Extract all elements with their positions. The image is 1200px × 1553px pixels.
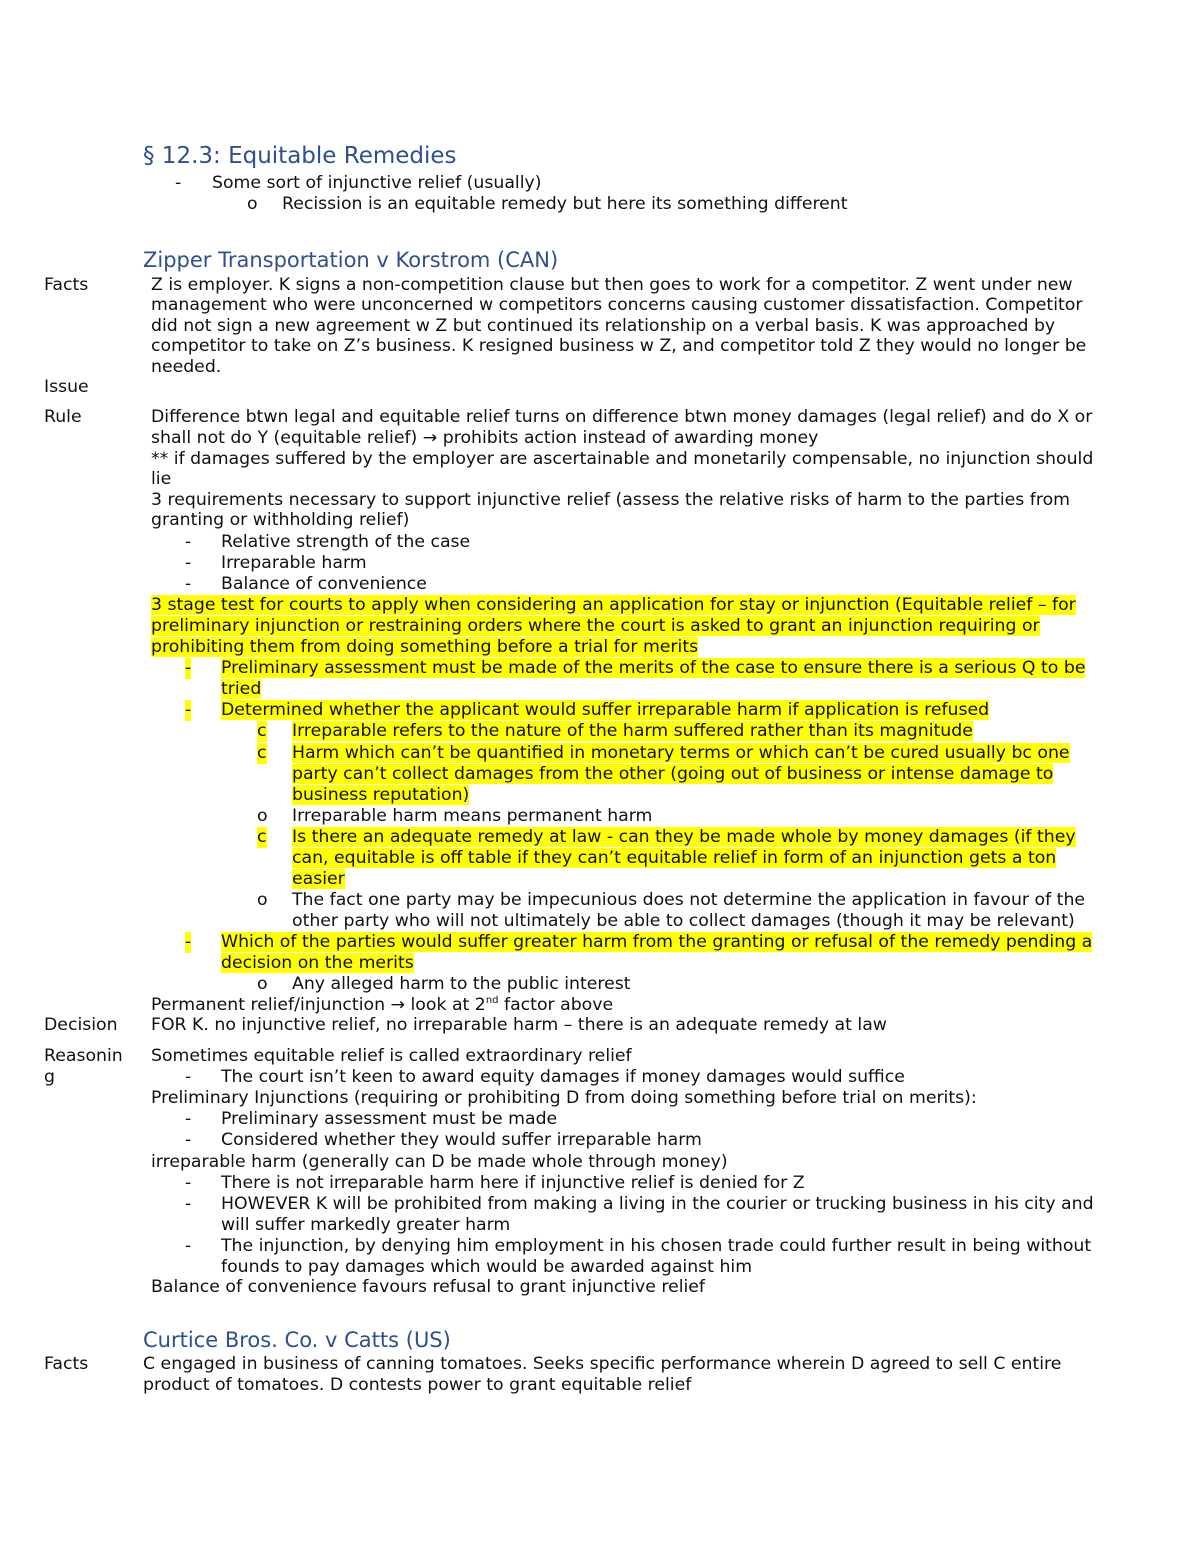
label-facts: Facts bbox=[44, 1354, 89, 1374]
bullet-dash: - bbox=[185, 1109, 192, 1129]
facts-line: management who were unconcerned w competitors concerns causing customer dissatisfaction. Competitor bbox=[151, 295, 1083, 315]
highlighted-text: party can’t collect damages from the other (going out of business or intense damage to bbox=[292, 764, 1054, 784]
highlighted-text: preliminary injunction or restraining orders where the court is asked to grant an injunction requiring or bbox=[151, 616, 1040, 636]
highlighted-text: Which of the parties would suffer greater harm from the granting or refusal of the remedy pending a bbox=[221, 932, 1093, 952]
bullet-c: c bbox=[257, 743, 267, 763]
rule-line: 3 requirements necessary to support injunctive relief (assess the relative risks of harm to the parties from bbox=[151, 490, 1071, 510]
reasoning-line: irreparable harm (generally can D be made whole through money) bbox=[151, 1152, 728, 1172]
facts-line: product of tomatoes. D contests power to grant equitable relief bbox=[143, 1375, 692, 1395]
highlighted-text: 3 stage test for courts to apply when considering an application for stay or injunction (Equitable relief – for bbox=[151, 595, 1076, 615]
bullet-o: o bbox=[247, 194, 258, 214]
bullet-dash: - bbox=[185, 532, 192, 552]
reasoning-item: Considered whether they would suffer irreparable harm bbox=[221, 1130, 702, 1150]
highlighted-text: Irreparable refers to the nature of the harm suffered rather than its magnitude bbox=[292, 721, 973, 741]
facts-line: C engaged in business of canning tomatoes. Seeks specific performance wherein D agreed to sell C entire bbox=[143, 1354, 1062, 1374]
highlighted-text: prohibiting them from doing something before a trial for merits bbox=[151, 637, 699, 657]
bullet-dash: - bbox=[185, 1067, 192, 1087]
rule-sub-item: The fact one party may be impecunious does not determine the application in favour of the bbox=[292, 890, 1086, 910]
highlighted-text: Preliminary assessment must be made of the merits of the case to ensure there is a serious Q to be bbox=[221, 658, 1086, 678]
reasoning-line: Balance of convenience favours refusal to grant injunctive relief bbox=[151, 1277, 706, 1297]
reasoning-item: The injunction, by denying him employment in his chosen trade could further result in being without bbox=[221, 1236, 1092, 1256]
permanent-relief-line: Permanent relief/injunction → look at 2nd factor above bbox=[151, 995, 614, 1015]
bullet-dash: - bbox=[185, 553, 192, 573]
reasoning-item: will suffer markedly greater harm bbox=[221, 1215, 511, 1235]
reasoning-item: There is not irreparable harm here if injunctive relief is denied for Z bbox=[221, 1173, 805, 1193]
rule-line: shall not do Y (equitable relief) → prohibits action instead of awarding money bbox=[151, 428, 819, 448]
rule-line: granting or withholding relief) bbox=[151, 510, 410, 530]
decision-text: FOR K. no injunctive relief, no irreparable harm – there is an adequate remedy at law bbox=[151, 1015, 887, 1035]
reasoning-line: Sometimes equitable relief is called extraordinary relief bbox=[151, 1046, 632, 1066]
facts-line: competitor to take on Z’s business. K resigned business w Z, and competitor told Z they would no longer be bbox=[151, 336, 1087, 356]
bullet-dash: - bbox=[185, 574, 192, 594]
bullet-o: o bbox=[257, 974, 268, 994]
label-issue: Issue bbox=[44, 377, 89, 397]
label-decision: Decision bbox=[44, 1015, 118, 1035]
rule-sub-item: Irreparable harm means permanent harm bbox=[292, 806, 653, 826]
bullet-dash: - bbox=[185, 1236, 192, 1256]
rule-sub-item: Any alleged harm to the public interest bbox=[292, 974, 631, 994]
bullet-dash: - bbox=[185, 1194, 192, 1214]
facts-line: did not sign a new agreement w Z but continued its relationship on a verbal basis. K was approached by bbox=[151, 316, 1056, 336]
highlighted-text: Is there an adequate remedy at law - can they be made whole by money damages (if they bbox=[292, 827, 1076, 847]
reasoning-item: The court isn’t keen to award equity damages if money damages would suffice bbox=[221, 1067, 905, 1087]
section-title: § 12.3: Equitable Remedies bbox=[143, 143, 457, 169]
rule-line: ** if damages suffered by the employer are ascertainable and monetarily compensable, no injunction should bbox=[151, 449, 1094, 469]
reasoning-item: Preliminary assessment must be made bbox=[221, 1109, 558, 1129]
highlighted-text: Harm which can’t be quantified in monetary terms or which can’t be cured usually bc one bbox=[292, 743, 1070, 763]
rule-line: lie bbox=[151, 469, 172, 489]
bullet-dash: - bbox=[185, 932, 192, 952]
bullet-o: o bbox=[257, 806, 268, 826]
highlighted-text: business reputation) bbox=[292, 785, 470, 805]
requirement-item: Relative strength of the case bbox=[221, 532, 471, 552]
rule-line: Difference btwn legal and equitable relief turns on difference btwn money damages (legal relief) and do X or bbox=[151, 407, 1093, 427]
bullet-dash: - bbox=[185, 1173, 192, 1193]
facts-line: Z is employer. K signs a non-competition clause but then goes to work for a competitor. Z went under new bbox=[151, 275, 1073, 295]
highlighted-text: can, equitable is off table if they can’t equitable relief in form of an injunction gets a ton bbox=[292, 848, 1057, 868]
label-facts: Facts bbox=[44, 275, 89, 295]
highlighted-text: Determined whether the applicant would suffer irreparable harm if application is refused bbox=[221, 700, 990, 720]
requirement-item: Irreparable harm bbox=[221, 553, 367, 573]
reasoning-item: founds to pay damages which would be awarded against him bbox=[221, 1257, 753, 1277]
rule-sub-item: other party who will not ultimately be able to collect damages (though it may be relevant) bbox=[292, 911, 1075, 931]
section-bullet: Some sort of injunctive relief (usually) bbox=[212, 173, 542, 193]
highlighted-text: decision on the merits bbox=[221, 953, 414, 973]
facts-line: needed. bbox=[151, 357, 222, 377]
bullet-o: o bbox=[257, 890, 268, 910]
reasoning-item: HOWEVER K will be prohibited from making a living in the courier or trucking business in his city and bbox=[221, 1194, 1094, 1214]
label-rule: Rule bbox=[44, 407, 82, 427]
section-sub-bullet: Recission is an equitable remedy but here its something different bbox=[282, 194, 848, 214]
bullet-dash: - bbox=[185, 658, 192, 678]
highlighted-text: easier bbox=[292, 869, 345, 889]
case-title: Curtice Bros. Co. v Catts (US) bbox=[143, 1328, 451, 1352]
bullet-dash: - bbox=[185, 700, 192, 720]
reasoning-line: Preliminary Injunctions (requiring or prohibiting D from doing something before trial on merits): bbox=[151, 1088, 977, 1108]
bullet-dash: - bbox=[185, 1130, 192, 1150]
bullet-c: c bbox=[257, 721, 267, 741]
bullet-c: c bbox=[257, 827, 267, 847]
case-title: Zipper Transportation v Korstrom (CAN) bbox=[143, 248, 559, 272]
highlighted-text: tried bbox=[221, 679, 262, 699]
bullet-dash: - bbox=[175, 173, 182, 193]
label-reasoning: Reasonin bbox=[44, 1046, 123, 1066]
label-reasoning-wrap: g bbox=[44, 1067, 55, 1087]
requirement-item: Balance of convenience bbox=[221, 574, 427, 594]
